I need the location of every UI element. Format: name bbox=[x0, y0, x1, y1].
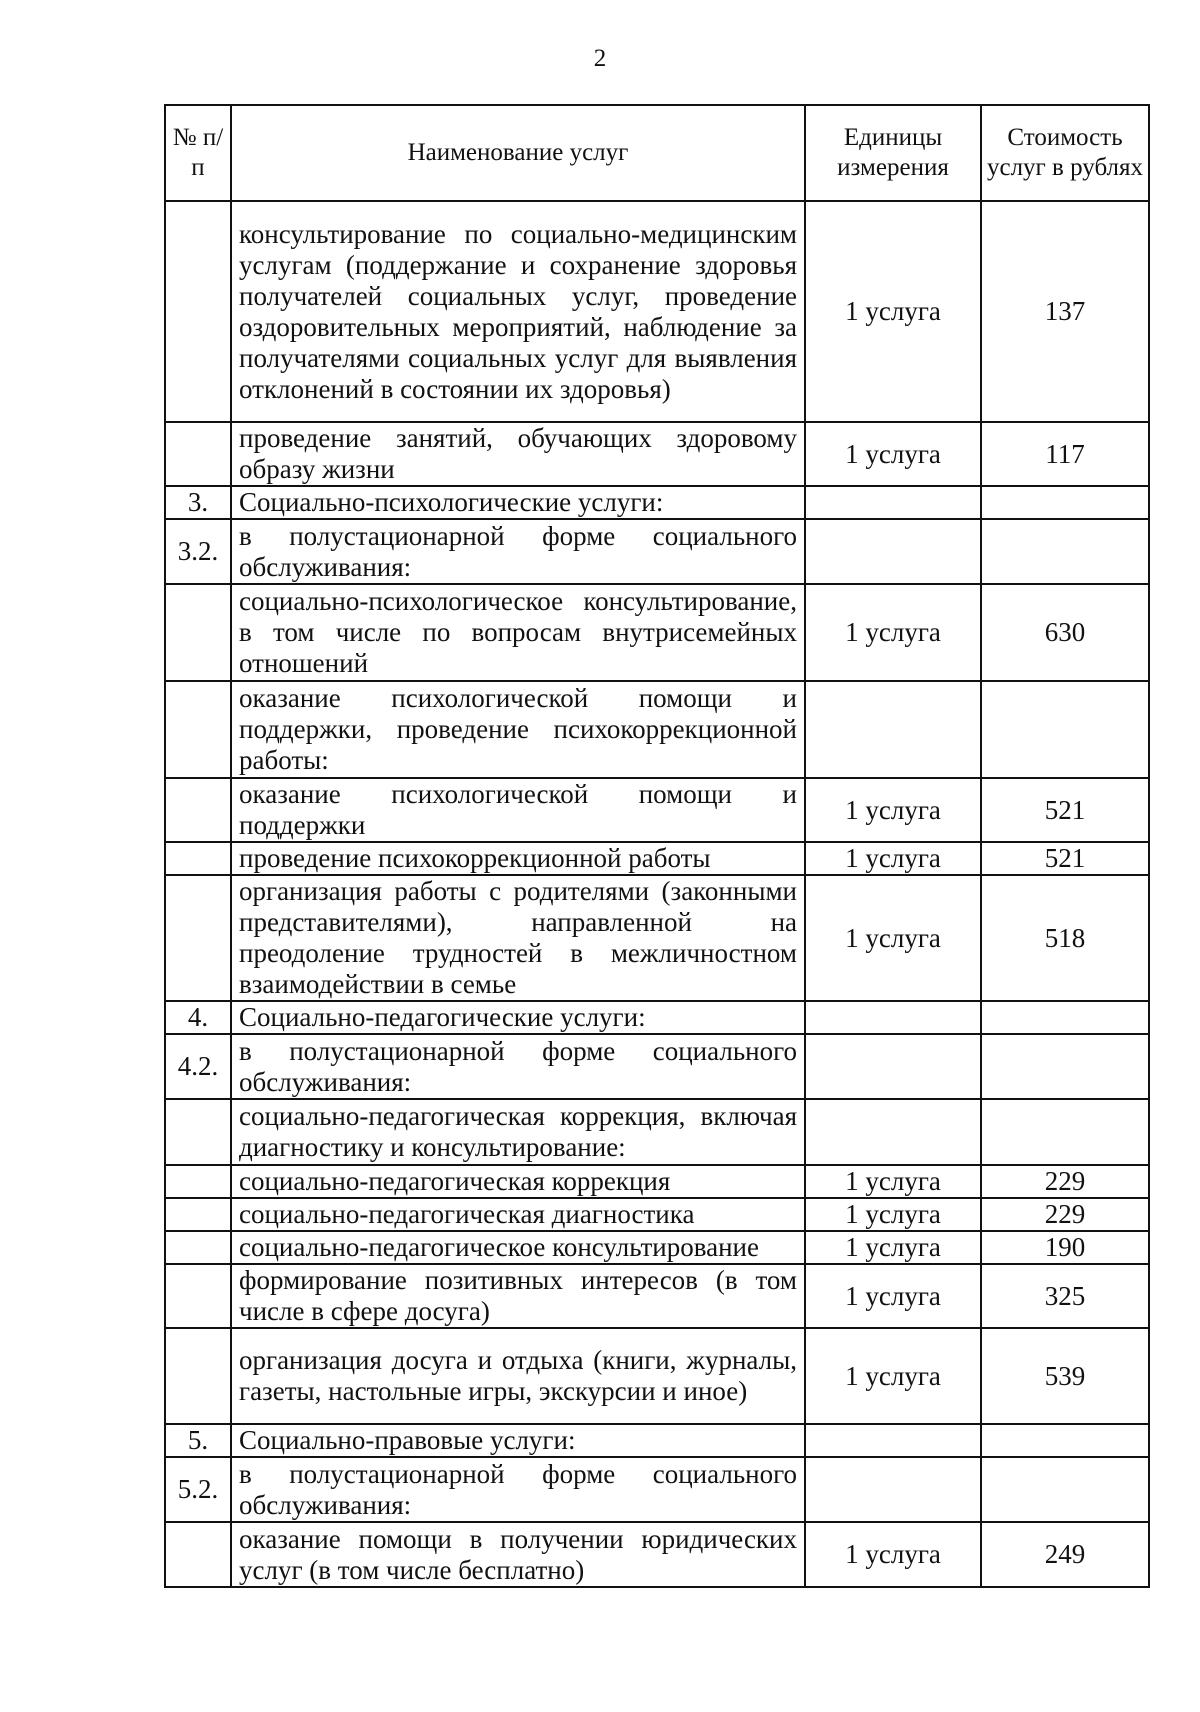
service-name-cell: организация работы с родителями (законными представителями), направленной на преодоление трудностей в межличностном взаимодействии в семье bbox=[231, 875, 805, 1001]
unit-cell: 1 услуга bbox=[805, 1328, 981, 1424]
header-service-name: Наименование услуг bbox=[231, 105, 805, 201]
cost-cell bbox=[981, 1099, 1149, 1165]
unit-cell bbox=[805, 519, 981, 584]
unit-cell bbox=[805, 1034, 981, 1099]
row-number-cell bbox=[165, 842, 231, 875]
unit-cell: 1 услуга bbox=[805, 201, 981, 422]
table-row bbox=[165, 875, 1149, 1001]
cost-cell: 229 bbox=[981, 1198, 1149, 1231]
row-number-cell bbox=[165, 584, 231, 681]
row-number-cell: 5.2. bbox=[165, 1457, 231, 1522]
table-row bbox=[165, 1034, 1149, 1099]
cost-cell bbox=[981, 1424, 1149, 1457]
service-name-cell: проведение занятий, обучающих здоровому образу жизни bbox=[231, 422, 805, 486]
table-row bbox=[165, 584, 1149, 681]
unit-cell bbox=[805, 1001, 981, 1034]
table-row bbox=[165, 1522, 1149, 1587]
row-number-cell bbox=[165, 778, 231, 842]
unit-cell bbox=[805, 1099, 981, 1165]
unit-cell: 1 услуга bbox=[805, 778, 981, 842]
service-name-cell: формирование позитивных интересов (в том числе в сфере досуга) bbox=[231, 1264, 805, 1328]
table-row bbox=[165, 422, 1149, 486]
cost-cell: 521 bbox=[981, 778, 1149, 842]
service-name-cell: оказание психологической помощи и поддержки bbox=[231, 778, 805, 842]
service-name-cell: оказание помощи в получении юридических услуг (в том числе бесплатно) bbox=[231, 1522, 805, 1587]
service-name-cell: проведение психокоррекционной работы bbox=[231, 842, 805, 875]
unit-cell bbox=[805, 681, 981, 778]
row-number-cell bbox=[165, 1231, 231, 1264]
table-row bbox=[165, 1165, 1149, 1198]
service-name-cell: Социально-психологические услуги: bbox=[231, 486, 805, 519]
service-name-cell: в полустационарной форме социального обслуживания: bbox=[231, 1457, 805, 1522]
table-row bbox=[165, 1231, 1149, 1264]
unit-cell: 1 услуга bbox=[805, 1165, 981, 1198]
unit-cell: 1 услуга bbox=[805, 1198, 981, 1231]
row-number-cell: 4.2. bbox=[165, 1034, 231, 1099]
row-number-cell bbox=[165, 1165, 231, 1198]
cost-cell bbox=[981, 1001, 1149, 1034]
service-name-cell: в полустационарной форме социального обслуживания: bbox=[231, 1034, 805, 1099]
unit-cell bbox=[805, 1424, 981, 1457]
row-number-cell bbox=[165, 1328, 231, 1424]
service-name-cell: социально-педагогическая диагностика bbox=[231, 1198, 805, 1231]
row-number-cell: 5. bbox=[165, 1424, 231, 1457]
row-number-cell bbox=[165, 1264, 231, 1328]
cost-cell: 229 bbox=[981, 1165, 1149, 1198]
cost-cell bbox=[981, 519, 1149, 584]
service-name-cell: организация досуга и отдыха (книги, журналы, газеты, настольные игры, экскурсии и иное) bbox=[231, 1328, 805, 1424]
table-row bbox=[165, 1424, 1149, 1457]
cost-cell: 249 bbox=[981, 1522, 1149, 1587]
cost-cell: 137 bbox=[981, 201, 1149, 422]
unit-cell: 1 услуга bbox=[805, 1231, 981, 1264]
table-row bbox=[165, 842, 1149, 875]
table-row bbox=[165, 1457, 1149, 1522]
service-name-cell: консультирование по социально-медицинским услугам (поддержание и сохранение здоровья получателей социальных услуг, проведение оздоровительных мероприятий, наблюдение за получателями социальных услуг для выявления отклонений в состоянии их здоровья) bbox=[231, 201, 805, 422]
table-row bbox=[165, 1099, 1149, 1165]
table-row bbox=[165, 1001, 1149, 1034]
unit-cell: 1 услуга bbox=[805, 875, 981, 1001]
unit-cell bbox=[805, 1457, 981, 1522]
service-name-cell: оказание психологической помощи и поддержки, проведение психокоррекционной работы: bbox=[231, 681, 805, 778]
cost-cell: 325 bbox=[981, 1264, 1149, 1328]
row-number-cell bbox=[165, 875, 231, 1001]
header-cost: Стоимость услуг в рублях bbox=[981, 105, 1149, 201]
cost-cell: 518 bbox=[981, 875, 1149, 1001]
services-price-table bbox=[164, 104, 1150, 1588]
row-number-cell bbox=[165, 1099, 231, 1165]
header-number: № п/п bbox=[165, 105, 231, 201]
table-row bbox=[165, 201, 1149, 422]
cost-cell: 521 bbox=[981, 842, 1149, 875]
service-name-cell: Социально-педагогические услуги: bbox=[231, 1001, 805, 1034]
cost-cell bbox=[981, 1457, 1149, 1522]
unit-cell: 1 услуга bbox=[805, 1522, 981, 1587]
unit-cell bbox=[805, 486, 981, 519]
row-number-cell bbox=[165, 1522, 231, 1587]
row-number-cell: 4. bbox=[165, 1001, 231, 1034]
row-number-cell bbox=[165, 422, 231, 486]
service-name-cell: социально-педагогическая коррекция, включая диагностику и консультирование: bbox=[231, 1099, 805, 1165]
service-name-cell: Социально-правовые услуги: bbox=[231, 1424, 805, 1457]
cost-cell bbox=[981, 1034, 1149, 1099]
table-header-row bbox=[165, 105, 1149, 201]
row-number-cell bbox=[165, 681, 231, 778]
table-row bbox=[165, 519, 1149, 584]
table-row bbox=[165, 1328, 1149, 1424]
table-row bbox=[165, 1264, 1149, 1328]
table-row bbox=[165, 1198, 1149, 1231]
cost-cell bbox=[981, 486, 1149, 519]
header-unit: Единицы измерения bbox=[805, 105, 981, 201]
table-body bbox=[165, 201, 1149, 1587]
cost-cell: 117 bbox=[981, 422, 1149, 486]
cost-cell: 190 bbox=[981, 1231, 1149, 1264]
row-number-cell bbox=[165, 201, 231, 422]
service-name-cell: социально-психологическое консультирование, в том числе по вопросам внутрисемейных отношений bbox=[231, 584, 805, 681]
row-number-cell: 3.2. bbox=[165, 519, 231, 584]
unit-cell: 1 услуга bbox=[805, 842, 981, 875]
unit-cell: 1 услуга bbox=[805, 584, 981, 681]
page-number: 2 bbox=[593, 45, 607, 72]
unit-cell: 1 услуга bbox=[805, 422, 981, 486]
table-row bbox=[165, 681, 1149, 778]
service-name-cell: социально-педагогическая коррекция bbox=[231, 1165, 805, 1198]
row-number-cell bbox=[165, 1198, 231, 1231]
service-name-cell: в полустационарной форме социального обслуживания: bbox=[231, 519, 805, 584]
unit-cell: 1 услуга bbox=[805, 1264, 981, 1328]
cost-cell: 539 bbox=[981, 1328, 1149, 1424]
cost-cell bbox=[981, 681, 1149, 778]
service-name-cell: социально-педагогическое консультирование bbox=[231, 1231, 805, 1264]
cost-cell: 630 bbox=[981, 584, 1149, 681]
table-row bbox=[165, 486, 1149, 519]
table-row bbox=[165, 778, 1149, 842]
row-number-cell: 3. bbox=[165, 486, 231, 519]
